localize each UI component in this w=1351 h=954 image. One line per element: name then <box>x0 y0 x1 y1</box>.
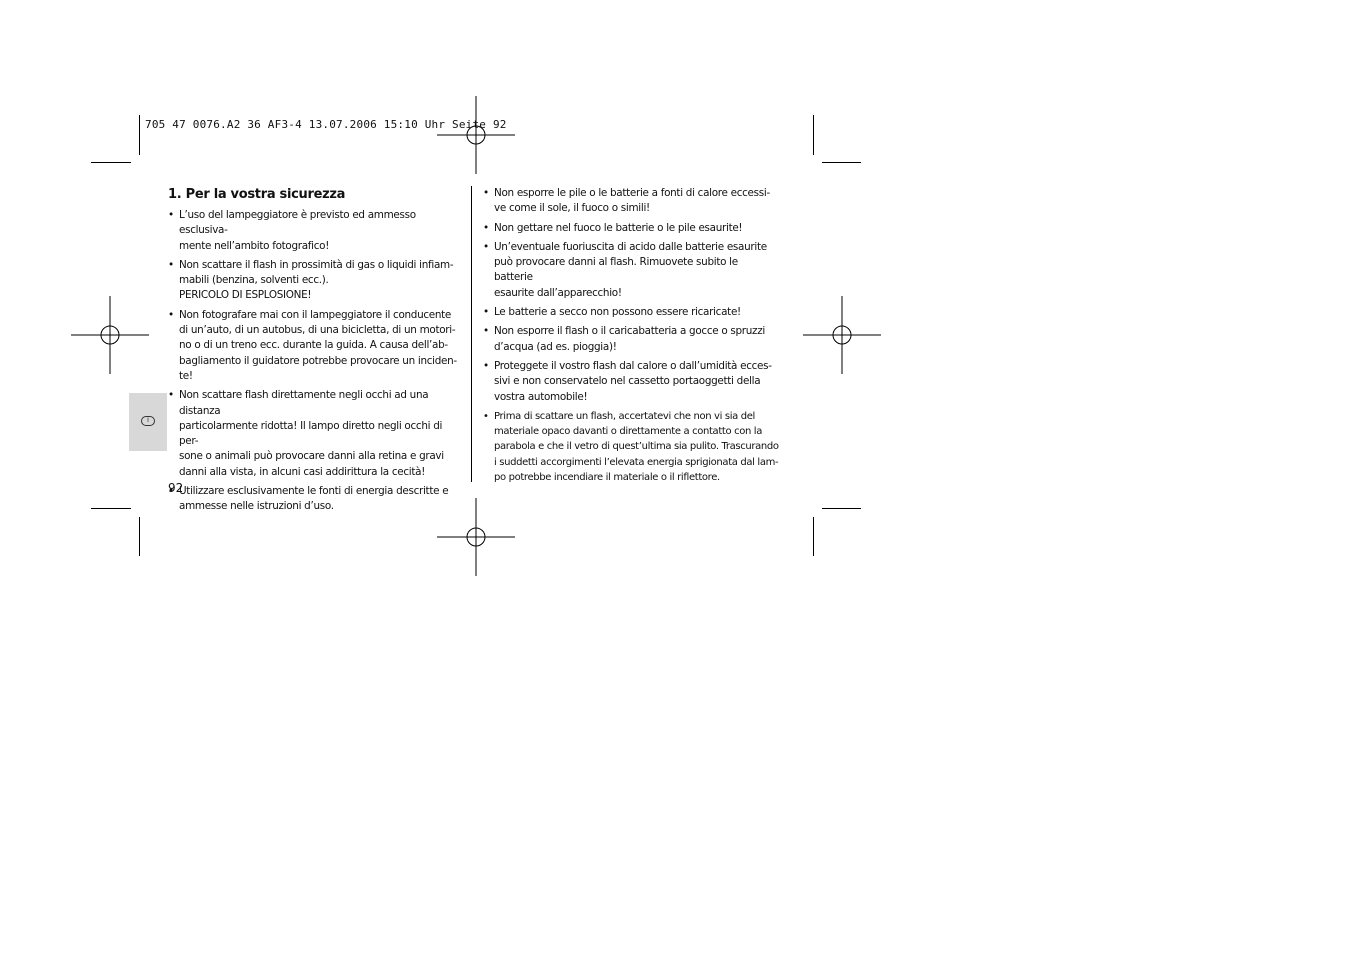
page-number: 92 <box>168 481 184 495</box>
safety-item-line: • Utilizzare esclusivamente le fonti di energia descritte e <box>179 485 449 498</box>
crop-mark-bottom-left-horizontal <box>91 508 131 509</box>
safety-item-line: danni alla vista, in alcuni casi addirittura la cecità! <box>179 465 426 478</box>
safety-item-line: d’acqua (ad es. pioggia)! <box>494 340 617 353</box>
column-divider <box>471 186 472 482</box>
safety-item-line: particolarmente ridotta! Il lampo diretto negli occhi di per- <box>179 419 443 448</box>
safety-item <box>168 484 462 515</box>
safety-item-line: po potrebbe incendiare il materiale o il riflettore. <box>494 472 720 484</box>
crop-mark-top-left-horizontal <box>91 162 131 163</box>
safety-item-line: • Proteggete il vostro flash dal calore o dall’umidità ecces- <box>494 359 772 372</box>
registration-mark-top <box>437 96 515 174</box>
safety-item-line: • Non gettare nel fuoco le batterie o le pile esaurite! <box>494 221 743 234</box>
safety-item-line: • Non esporre le pile o le batterie a fonti di calore eccessi- <box>494 187 770 199</box>
safety-item-line: mente nell’ambito fotografico! <box>179 239 330 252</box>
registration-mark-right <box>803 296 881 374</box>
left-safety-list <box>168 208 462 515</box>
right-column <box>483 186 779 489</box>
safety-item-line: • Non fotografare mai con il lampeggiatore il conducente <box>179 308 452 321</box>
safety-item-line: ve come il sole, il fuoco o simili! <box>494 202 650 215</box>
safety-item-line: no o di un treno ecc. durante la guida. A causa dell’ab- <box>179 339 448 352</box>
safety-item-line: può provocare danni al flash. Rimuovete subito le batterie <box>494 256 738 284</box>
safety-item <box>483 186 779 217</box>
safety-item-line: i suddetti accorgimenti l’elevata energia sprigionata dal lam- <box>494 456 779 468</box>
safety-item <box>483 324 779 355</box>
safety-item-line: • Non esporre il flash o il caricabatteria a gocce o spruzzi <box>494 325 765 338</box>
language-badge: I <box>141 416 155 426</box>
section-title: 1. Per la vostra sicurezza <box>168 187 346 202</box>
safety-item <box>168 208 462 254</box>
safety-item <box>483 359 779 405</box>
safety-item-line: • Le batterie a secco non possono essere ricaricate! <box>494 306 741 319</box>
safety-item-line: bagliamento il guidatore potrebbe provocare un inciden- <box>179 354 457 367</box>
safety-item-line: • Non scattare il flash in prossimità di gas o liquidi infiam- <box>179 258 454 271</box>
crop-mark-bottom-right-horizontal <box>822 508 861 509</box>
safety-item-line: • Prima di scattare un flash, accertatevi che non vi sia del <box>494 410 755 422</box>
safety-item-line: ammesse nelle istruzioni d’uso. <box>179 500 334 513</box>
safety-item-line: mabili (benzina, solventi ecc.). <box>179 274 329 287</box>
safety-item-line: vostra automobile! <box>494 390 588 403</box>
safety-item-line: materiale opaco davanti o direttamente a contatto con la <box>494 426 763 438</box>
left-column <box>168 186 462 519</box>
language-tab <box>129 393 167 451</box>
safety-item-line: PERICOLO DI ESPLOSIONE! <box>179 289 312 302</box>
safety-item <box>483 240 779 301</box>
safety-item-line: te! <box>179 369 193 382</box>
crop-mark-top-right-vertical <box>813 115 814 155</box>
safety-item-line: • Non scattare flash direttamente negli occhi ad una distanza <box>179 389 429 417</box>
crop-mark-bottom-left-vertical <box>139 517 140 556</box>
safety-item <box>168 388 462 480</box>
right-safety-list-small <box>483 409 779 485</box>
safety-item-line: parabola e che il vetro di quest’ultima sia pulito. Trascurando <box>494 441 779 453</box>
safety-item-line: esaurite dall’apparecchio! <box>494 286 622 299</box>
safety-item-line: • Un’eventuale fuoriuscita di acido dalle batterie esaurite <box>494 240 767 253</box>
crop-mark-bottom-right-vertical <box>813 517 814 556</box>
safety-item <box>483 221 779 236</box>
registration-mark-left <box>71 296 149 374</box>
safety-item-line: • L’uso del lampeggiatore è previsto ed ammesso esclusiva- <box>179 209 416 237</box>
safety-item <box>168 308 462 384</box>
safety-item-line: sone o animali può provocare danni alla retina e gravi <box>179 450 444 463</box>
safety-item-line: di un’auto, di un autobus, di una bicicletta, di un motori- <box>179 324 456 337</box>
right-safety-list <box>483 186 779 405</box>
safety-item <box>168 258 462 304</box>
print-slug: 705 47 0076.A2 36 AF3-4 13.07.2006 15:10 Uhr Seite 92 <box>145 118 507 131</box>
safety-item <box>483 409 779 485</box>
crop-mark-top-right-horizontal <box>822 162 861 163</box>
safety-item-line: sivi e non conservatelo nel cassetto portaoggetti della <box>494 375 761 388</box>
safety-item <box>483 305 779 320</box>
crop-mark-top-left-vertical <box>139 115 140 155</box>
